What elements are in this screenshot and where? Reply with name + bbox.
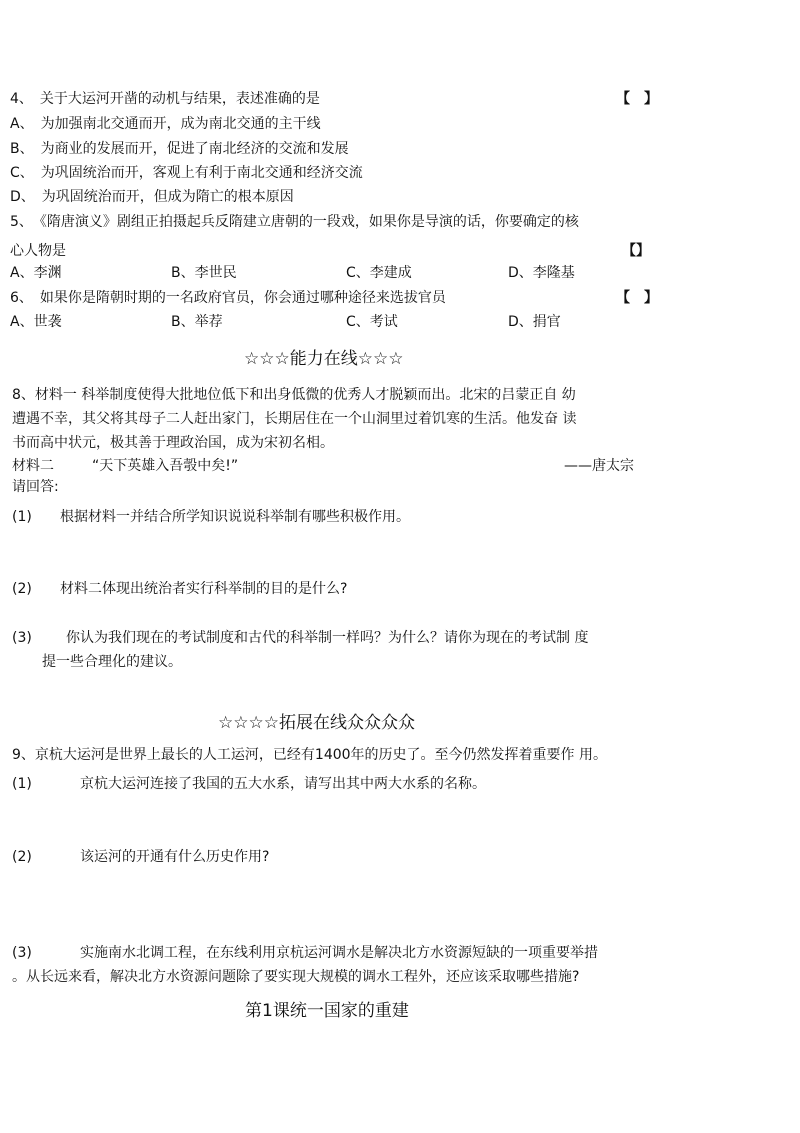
q4-option-b: B、 为商业的发展而开，促进了南北经济的交流和发展 <box>10 141 349 157</box>
q9-sub3-number: (3) <box>12 945 32 961</box>
q6-answer-bracket: 【 】 <box>616 290 658 306</box>
lesson-title: 第1课统一国家的重建 <box>245 1001 409 1021</box>
q6-option-c: C、考试 <box>346 314 398 330</box>
q8-material2-label: 材料二 <box>12 458 54 474</box>
q9-sub2-number: (2) <box>12 849 32 865</box>
q6-option-b: B、举荐 <box>171 314 223 330</box>
q4-option-a: A、 为加强南北交通而开，成为南北交通的主干线 <box>10 116 321 132</box>
q8-material2-source: ——唐太宗 <box>564 458 634 474</box>
q8-sub3-text-line1: 你认为我们现在的考试制度和古代的科举制一样吗？为什么？请你为现在的考试制 度 <box>66 630 589 646</box>
q5-answer-bracket: 【】 <box>622 243 650 259</box>
q9-sub2-text: 该运河的开通有什么历史作用? <box>80 849 270 865</box>
q5-stem-line1: 5、 《隋唐演义》剧组正拍摄起兵反隋建立唐朝的一段戏，如果你是导演的话，你要确定的核 <box>10 214 579 230</box>
q6-option-d: D、捐官 <box>508 314 561 330</box>
q8-sub1-number: (1) <box>12 509 32 525</box>
q4-stem: 4、 关于大运河开凿的动机与结果，表述准确的是 <box>10 91 320 107</box>
q8-material1-line1: 8、材料一 科举制度使得大批地位低下和出身低微的优秀人才脱颖而出。北宋的吕蒙正自 幼 <box>12 387 576 403</box>
q8-prompt: 请回答: <box>12 479 59 495</box>
q5-option-d: D、李隆基 <box>508 265 575 281</box>
q8-material1-line2: 遭遇不幸，其父将其母子二人赶出家门，长期居住在一个山洞里过着饥寒的生活。他发奋 读 <box>12 411 577 427</box>
q6-option-a: A、世袭 <box>10 314 62 330</box>
q8-sub3-number: (3) <box>12 630 32 646</box>
q9-sub1-number: (1) <box>12 776 32 792</box>
q8-material1-line3: 书而高中状元，极其善于理政治国，成为宋初名相。 <box>12 435 334 451</box>
q5-stem-line2: 心人物是 <box>10 243 66 259</box>
q8-sub2-number: (2) <box>12 581 32 597</box>
q4-option-d: D、 为巩固统治而开，但成为隋亡的根本原因 <box>10 189 294 205</box>
q8-sub2-text: 材料二体现出统治者实行科举制的目的是什么? <box>60 581 348 597</box>
q4-option-c: C、 为巩固统治而开，客观上有利于南北交通和经济交流 <box>10 165 363 181</box>
section-heading-ability: ☆☆☆能力在线☆☆☆ <box>244 349 404 369</box>
q5-option-c: C、李建成 <box>346 265 412 281</box>
q9-sub3-text-line2: 。从长远来看，解决北方水资源问题除了要实现大规模的调水工程外，还应该采取哪些措施? <box>12 969 580 985</box>
q9-sub1-text: 京杭大运河连接了我国的五大水系，请写出其中两大水系的名称。 <box>80 776 486 792</box>
q5-option-a: A、李渊 <box>10 265 62 281</box>
q9-stem: 9、京杭大运河是世界上最长的人工运河，已经有1400年的历史了。至今仍然发挥着重要作 用。 <box>12 747 607 763</box>
q8-sub1-text: 根据材料一并结合所学知识说说科举制有哪些积极作用。 <box>60 509 410 525</box>
q8-material2-quote: “天下英雄入吾彀中矣!” <box>92 458 239 474</box>
q8-sub3-text-line2: 提一些合理化的建议。 <box>42 654 182 670</box>
section-heading-extend: ☆☆☆☆拓展在线众众众众 <box>218 713 415 733</box>
q9-sub3-text-line1: 实施南水北调工程，在东线利用京杭运河调水是解决北方水资源短缺的一项重要举措 <box>80 945 598 961</box>
q6-stem: 6、 如果你是隋朝时期的一名政府官员，你会通过哪种途径来选拔官员 <box>10 290 446 306</box>
q5-option-b: B、李世民 <box>171 265 237 281</box>
q4-answer-bracket: 【 】 <box>616 91 658 107</box>
